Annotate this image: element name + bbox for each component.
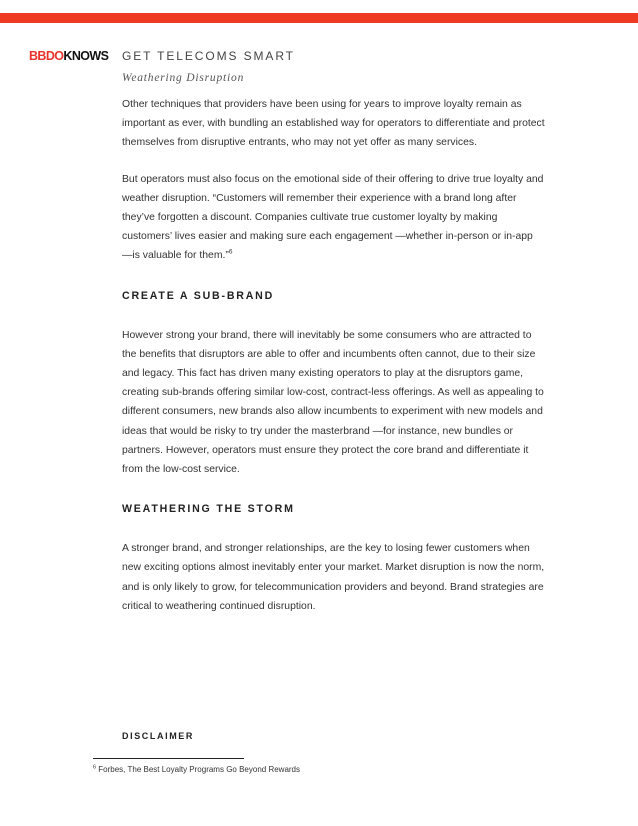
heading-weathering-the-storm: WEATHERING THE STORM: [122, 503, 295, 516]
paragraph-sub-brand: However strong your brand, there will inevitably be some consumers who are attracted to the benefits that disruptors are able to offer and incumbents often cannot, due to their size and legacy. This fact has driven many existing operators to play at the disruptors game, creating sub-brands offering similar low-cost, contract-less offerings. As well as appealing to different consumers, new brands also allow incumbents to experiment with new models and ideas that would be risky to try under the masterbrand —for instance, new bundles or partners. However, operators must ensure they protect the core brand and differentiate it from the low-cost service.: [122, 329, 544, 476]
footnote-reference: 6: [228, 248, 233, 256]
footnote-divider: [93, 758, 244, 759]
paragraph-emotional-side-text: But operators must also focus on the emotional side of their offering to drive true loyalty and weather disruption. “Customers will remember their experience with a brand long after they’ve forgotten a discount. Companies cultivate true customer loyalty by making customers’ lives easier and making sure each engagement —whether in-person or in-app —is valuable for them.”: [122, 173, 544, 262]
paragraph-emotional-side: [122, 170, 546, 266]
header-title: GET TELECOMS SMART: [122, 49, 295, 63]
bbdo-knows-logo: [29, 49, 108, 63]
logo-bbdo-text: BBDO: [29, 49, 64, 63]
top-accent-bar: [0, 13, 638, 23]
disclaimer-heading: DISCLAIMER: [122, 731, 194, 741]
logo-knows-text: KNOWS: [63, 49, 109, 63]
main-content: [122, 95, 546, 616]
paragraph-bundling: Other techniques that providers have been using for years to improve loyalty remain as important as ever, with bundling an established way for operators to differentiate and protect themselves from disruptive entrants, who may not yet offer as many services.: [122, 99, 545, 149]
paragraph-stronger-brand: A stronger brand, and stronger relationships, are the key to losing fewer customers when new exciting options almost inevitably enter your market. Market disruption is now the norm, and is only likely to grow, for telecommunication providers and beyond. Brand strategies are critical to weathering continued disruption.: [122, 543, 545, 612]
footnote: [93, 765, 300, 774]
footnote-number: 6: [93, 764, 97, 771]
section-subtitle: Weathering Disruption: [122, 72, 245, 84]
heading-create-sub-brand: CREATE A SUB-BRAND: [122, 289, 275, 302]
footnote-text: Forbes, The Best Loyalty Programs Go Beyond Rewards: [96, 765, 301, 774]
